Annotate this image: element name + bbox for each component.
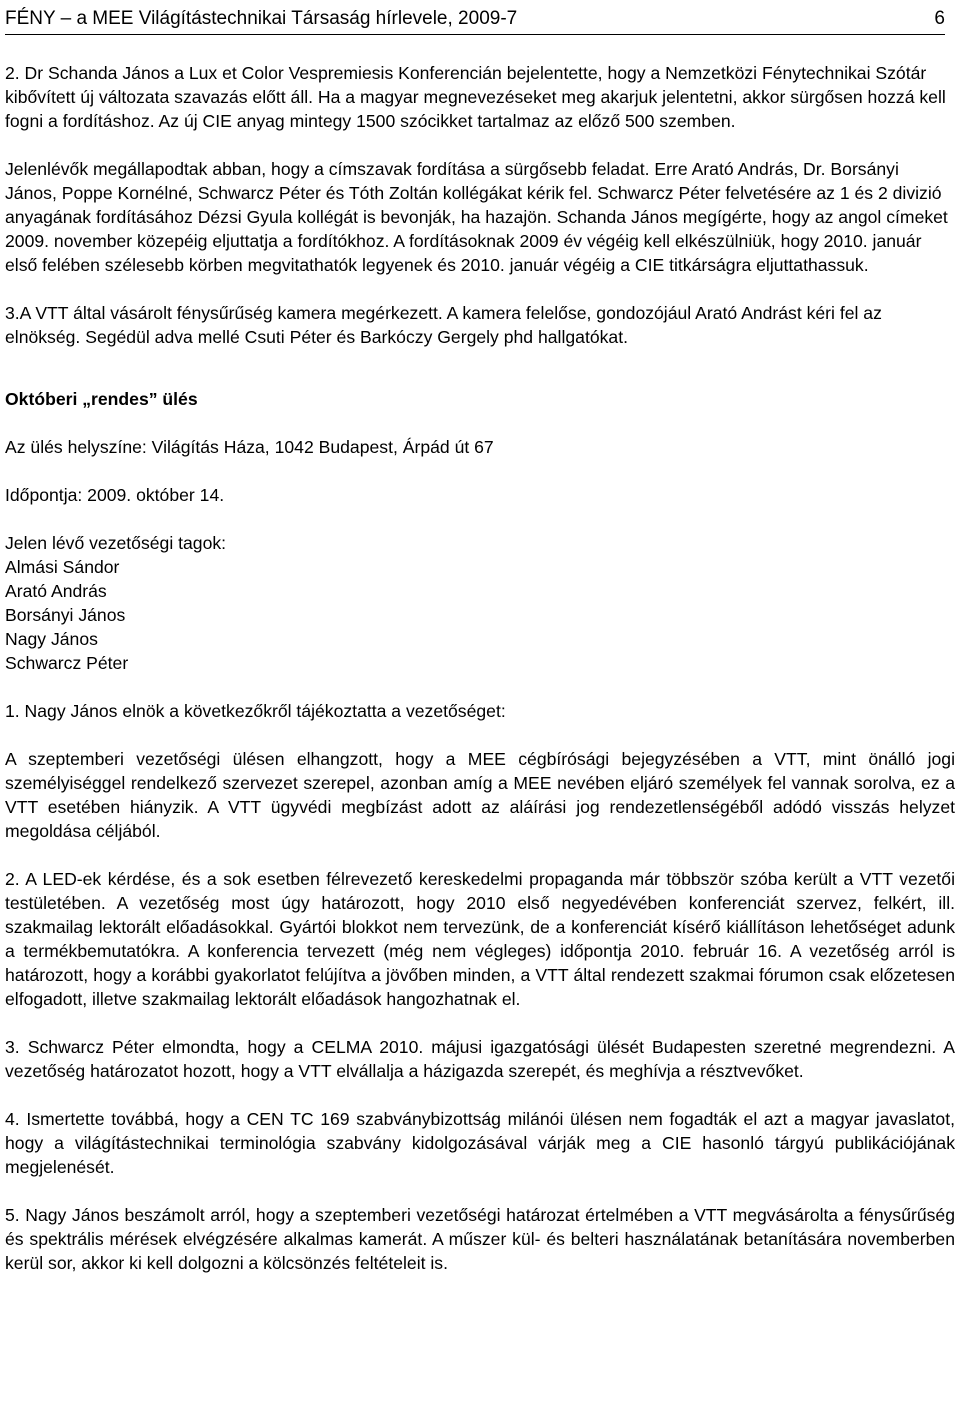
member-name: Nagy János xyxy=(5,629,98,649)
item-3: 3. Schwarcz Péter elmondta, hogy a CELMA 2010. májusi igazgatósági ülését Budapesten szeretné megrendezni. A vezetőség határozatot hozott, hogy a VTT elvállalja a házigazda szerepét, és meghívja a résztvevőket. xyxy=(5,1037,955,1081)
member-name: Almási Sándor xyxy=(5,557,120,577)
item-2: 2. A LED-ek kérdése, és a sok esetben félrevezető kereskedelmi propaganda már többször szóba került a VTT vezetői testületében. A vezetőség most úgy határozott, hogy 2010 első negyedévében konferenciát szervez, felkért, ill. szakmailag lektorált előadásokkal. Gyártói blokkot nem tervezünk, de a konferenciát kísérő kiállításon lehetőséget adunk a termékbemutatókra. A konferencia tervezett (még nem végleges) időpontja 2010. február 16. A vezetőség arról is határozott, hogy a korábbi gyakorlatot felújítva a jövőben minden, a VTT által rendezett szakmai fórumon csak előzetesen elfogadott, illetve szakmailag lektorált előadások hangozhatnak el. xyxy=(5,869,955,1009)
paragraph-translation: Jelenlévők megállapodtak abban, hogy a címszavak fordítása a sürgősebb feladat. Erre Arató András, Dr. Borsányi János, Poppe Kornélné, Schwarcz Péter és Tóth Zoltán kollégákat kérik fel. Schwarcz Péter felvetésére az 1 és 2 divizió anyagának fordításához Dézsi Gyula kollégát is bevonják, ha hazajön. Schanda János megígérte, hogy az angol címeket 2009. november közepéig eljuttatja a fordítókhoz. A fordításoknak 2009 év végéig kell elkészülniük, hogy 2010. január első felében szélesebb körben megvitathatók legyenek és 2010. január végéig a CIE titkárságra eljuttathassuk. xyxy=(5,159,948,275)
member-name: Borsányi János xyxy=(5,605,126,625)
member-name: Arató András xyxy=(5,581,107,601)
meeting-date: Időpontja: 2009. október 14. xyxy=(5,485,225,505)
members-label: Jelen lévő vezetőségi tagok: xyxy=(5,533,227,553)
section-title: Októberi „rendes” ülés xyxy=(5,389,198,409)
members-list xyxy=(5,531,955,675)
paragraph-camera: 3.A VTT által vásárolt fénysűrűség kamera megérkezett. A kamera felelőse, gondozójául Arató Andrást kéri fel az elnökség. Segédül adva mellé Csuti Péter és Barkóczy Gergely phd hallgatókat. xyxy=(5,303,882,347)
member-name: Schwarcz Péter xyxy=(5,653,129,673)
item-1-title: 1. Nagy János elnök a következőkről tájékoztatta a vezetőséget: xyxy=(5,701,506,721)
paragraph-dictionary: 2. Dr Schanda János a Lux et Color Vespremiesis Konferencián bejelentette, hogy a Nemzetközi Fénytechnikai Szótár kibővített új változata szavazás előtt áll. Ha a magyar megnevezéseket meg akarjuk jelentetni, akkor sürgősen hozzá kell fogni a fordításhoz. Az új CIE anyag mintegy 1500 szócikket tartalmaz az előző 500 szemben. xyxy=(5,63,946,131)
meeting-venue: Az ülés helyszíne: Világítás Háza, 1042 Budapest, Árpád út 67 xyxy=(5,437,494,457)
document-body xyxy=(5,61,955,1299)
page-number: 6 xyxy=(934,8,945,29)
item-4: 4. Ismertette továbbá, hogy a CEN TC 169 szabványbizottság milánói ülésen nem fogadták el azt a magyar javaslatot, hogy a világítástechnikai terminológia szabvány kidolgozásával várják meg a CIE hasonló tárgyú publikációjának megjelenését. xyxy=(5,1109,955,1177)
header-title: FÉNY – a MEE Világítástechnikai Társaság hírlevele, 2009-7 xyxy=(5,8,518,29)
item-1-text: A szeptemberi vezetőségi ülésen elhangzott, hogy a MEE cégbírósági bejegyzésében a VTT, mint önálló jogi személyiséggel rendelkező szervezet szerepel, azonban amíg a MEE nevében eljáró személyek fel vannak sorolva, ez a VTT esetében hiányzik. A VTT ügyvédi megbízást adott az aláírási jog rendezetlenségéből adódó visszás helyzet megoldása céljából. xyxy=(5,749,955,841)
page-header xyxy=(5,4,945,35)
item-5: 5. Nagy János beszámolt arról, hogy a szeptemberi vezetőségi határozat értelmében a VTT megvásárolta a fénysűrűség és spektrális mérések elvégzésére alkalmas kamerát. A műszer kül- és belteri használatának betanítására novemberben kerül sor, akkor ki kell dolgozni a kölcsönzés feltételeit is. xyxy=(5,1205,955,1273)
